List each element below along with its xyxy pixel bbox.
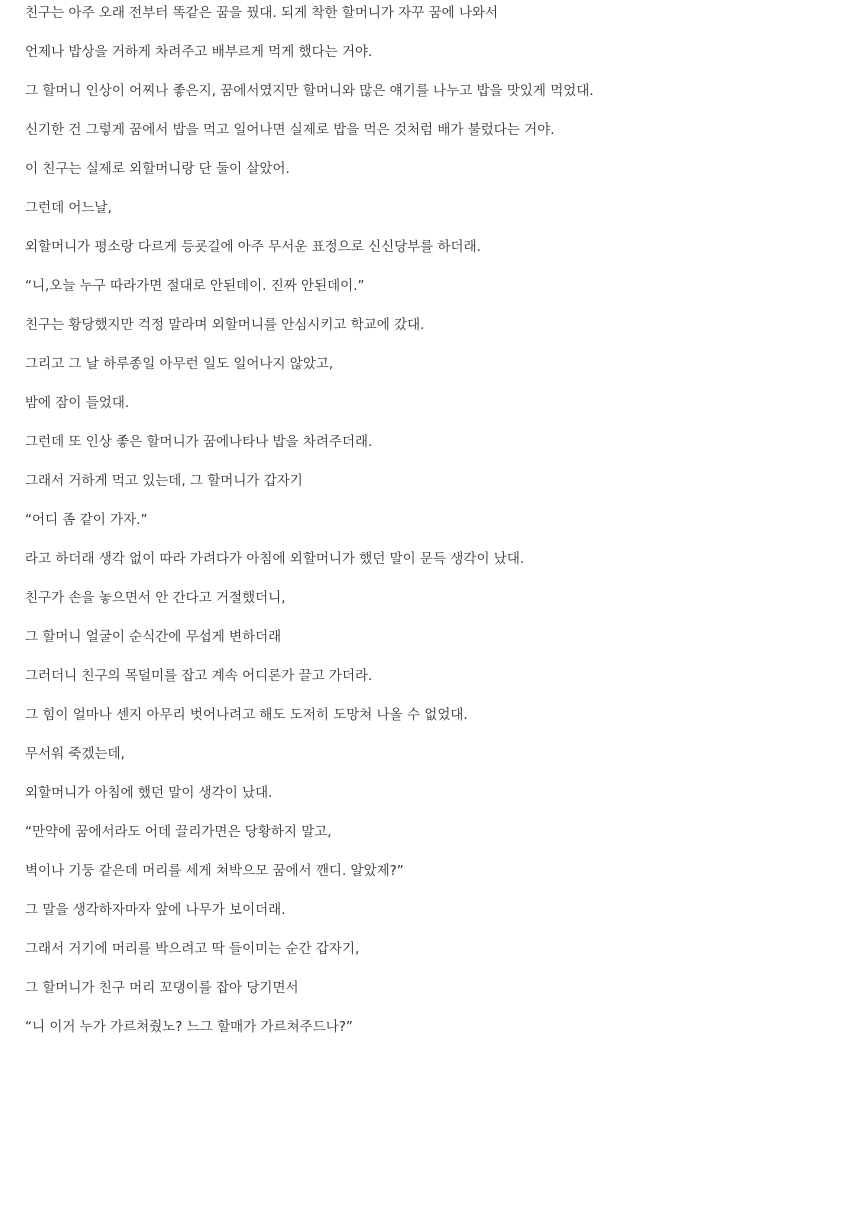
story-line: 언제나 밥상을 거하게 차려주고 배부르게 먹게 했다는 거야.	[25, 44, 373, 60]
story-line: “만약에 꿈에서라도 어데 끌리가면은 당황하지 말고,	[25, 824, 332, 840]
story-line: 그리고 그 날 하루종일 아무런 일도 일어나지 않았고,	[25, 356, 334, 372]
story-line: 벽이나 기둥 같은데 머리를 세게 쳐박으모 꿈에서 깬디. 알았제?”	[25, 863, 404, 879]
story-line: 그 할머니 얼굴이 순식간에 무섭게 변하더래	[25, 629, 282, 645]
story-line: “니 이거 누가 가르쳐줬노? 느그 할매가 가르쳐주드나?”	[25, 1019, 353, 1035]
story-line: 그래서 거하게 먹고 있는데, 그 할머니가 갑자기	[25, 473, 303, 489]
story-line: 외할머니가 평소랑 다르게 등굣길에 아주 무서운 표정으로 신신당부를 하더래.	[25, 239, 481, 255]
story-line: 라고 하더래 생각 없이 따라 가려다가 아침에 외할머니가 했던 말이 문득 생각이 났대.	[25, 551, 525, 567]
story-line: 친구는 황당했지만 걱정 말라며 외할머니를 안심시키고 학교에 갔대.	[25, 317, 425, 333]
story-line: 그래서 거기에 머리를 박으려고 딱 들이미는 순간 갑자기,	[25, 941, 360, 957]
story-line: 친구가 손을 놓으면서 안 간다고 거절했더니,	[25, 590, 286, 606]
story-line: 무서워 죽겠는데,	[25, 746, 125, 762]
story-line: 그러더니 친구의 목덜미를 잡고 계속 어디론가 끌고 가더라.	[25, 668, 373, 684]
story-line: “니,오늘 누구 따라가면 절대로 안된데이. 진짜 안된데이.”	[25, 278, 365, 294]
story-line: “어디 좀 같이 가자.”	[25, 512, 148, 528]
story-line: 밤에 잠이 들었대.	[25, 395, 130, 411]
story-line: 그 힘이 얼마나 센지 아무리 벗어나려고 해도 도저히 도망쳐 나올 수 없었대.	[25, 707, 468, 723]
story-line: 그 할머니가 친구 머리 꼬댕이를 잡아 당기면서	[25, 980, 299, 996]
story-text	[25, 0, 840, 1053]
story-line: 그런데 어느날,	[25, 200, 112, 216]
story-line: 그 말을 생각하자마자 앞에 나무가 보이더래.	[25, 902, 286, 918]
story-line: 신기한 건 그렇게 꿈에서 밥을 먹고 일어나면 실제로 밥을 먹은 것처럼 배가 불렀다는 거야.	[25, 122, 555, 138]
story-line: 그 할머니 인상이 어찌나 좋은지, 꿈에서였지만 할머니와 많은 얘기를 나누고 밥을 맛있게 먹었대.	[25, 83, 594, 99]
story-line: 그런데 또 인상 좋은 할머니가 꿈에나타나 밥을 차려주더래.	[25, 434, 373, 450]
story-line: 친구는 아주 오래 전부터 똑같은 꿈을 꿨대. 되게 착한 할머니가 자꾸 꿈에 나와서	[25, 5, 499, 21]
story-line: 이 친구는 실제로 외할머니랑 단 둘이 살았어.	[25, 161, 290, 177]
story-line: 외할머니가 아침에 했던 말이 생각이 났대.	[25, 785, 273, 801]
